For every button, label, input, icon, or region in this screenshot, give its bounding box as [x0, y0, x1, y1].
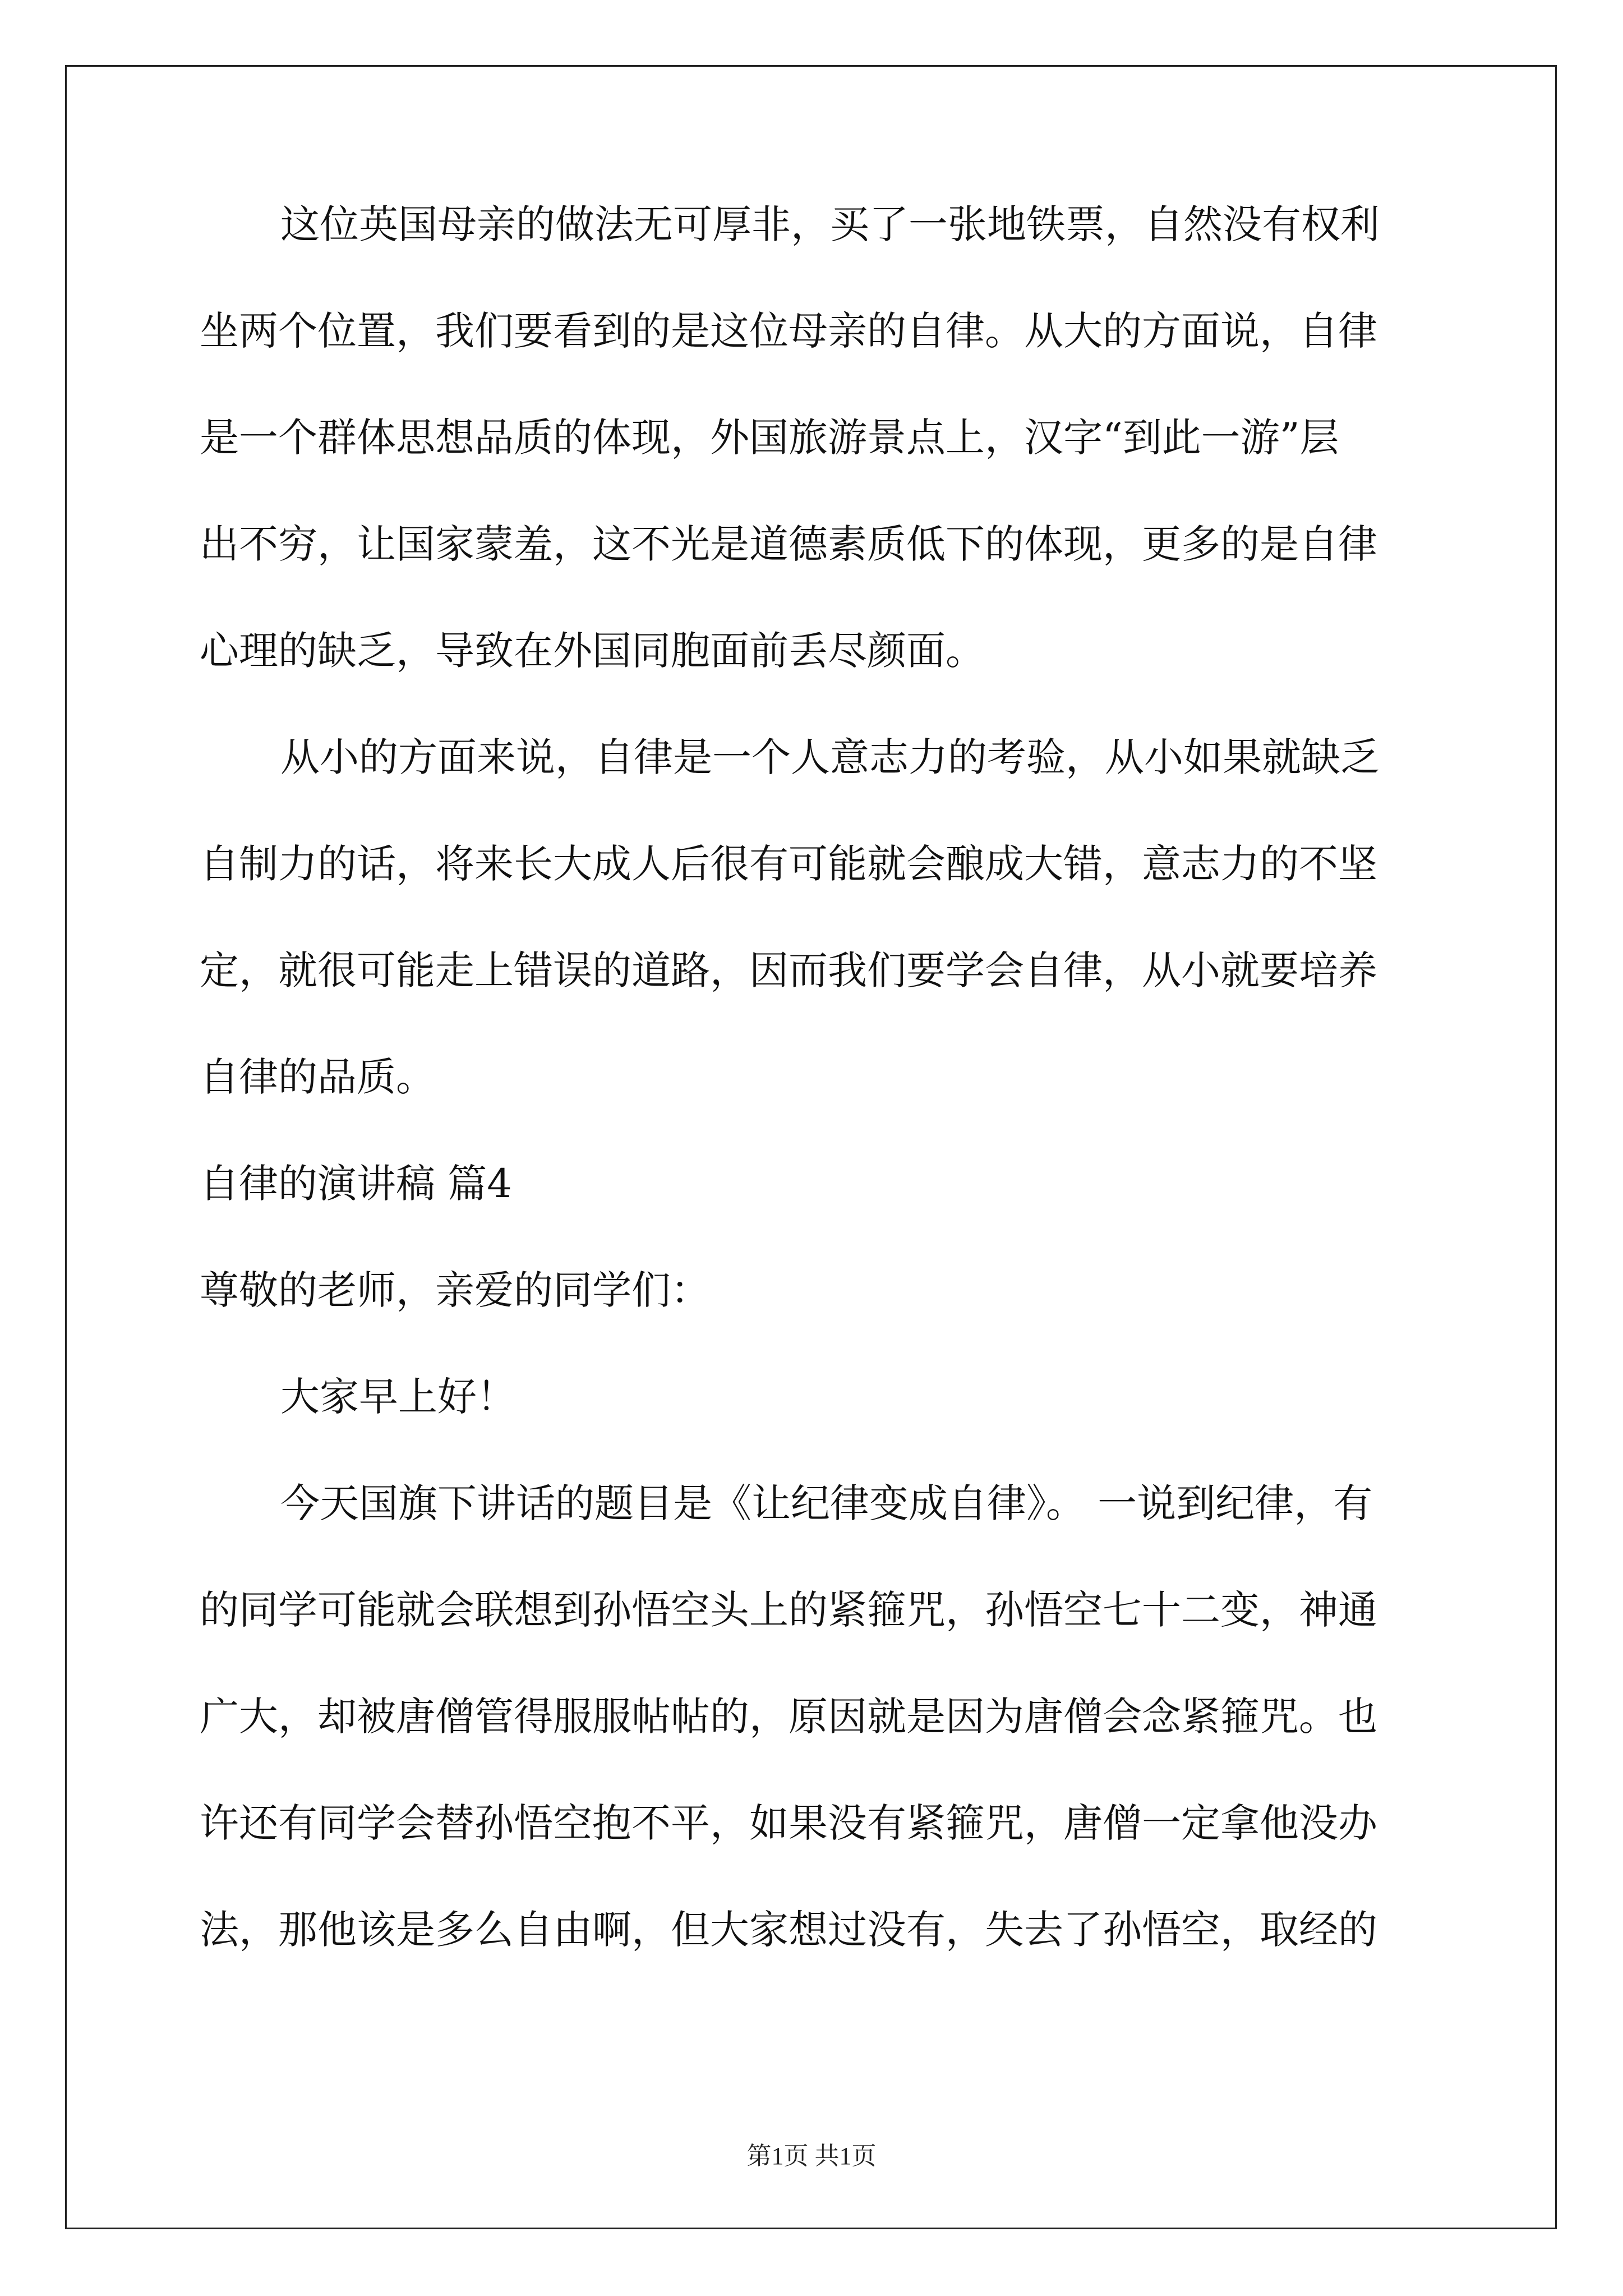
section-heading: 自律的演讲稿 篇4	[200, 1161, 512, 1207]
paragraph-line: 自制力的话，将来长大成人后很有可能就会酿成大错，意志力的不坚	[200, 841, 1377, 887]
paragraph-line: 是一个群体思想品质的体现，外国旅游景点上，汉字“到此一游”层	[200, 415, 1339, 461]
paragraph-line: 广大，却被唐僧管得服服帖帖的，原因就是因为唐僧会念紧箍咒。也	[200, 1694, 1377, 1740]
paragraph-line: 出不穷，让国家蒙羞，这不光是道德素质低下的体现，更多的是自律	[200, 521, 1377, 567]
salutation: 尊敬的老师，亲爱的同学们：	[200, 1267, 710, 1313]
paragraph-line: 自律的品质。	[200, 1054, 435, 1100]
paragraph-line: 从小的方面来说，自律是一个人意志力的考验，从小如果就缺乏	[280, 734, 1380, 780]
paragraph-line: 法，那他该是多么自由啊，但大家想过没有，失去了孙悟空，取经的	[200, 1907, 1377, 1953]
paragraph-line: 今天国旗下讲话的题目是《让纪律变成自律》。 一说到纪律，有	[280, 1480, 1373, 1526]
paragraph-line: 许还有同学会替孙悟空抱不平，如果没有紧箍咒，唐僧一定拿他没办	[200, 1800, 1377, 1846]
paragraph-line: 心理的缺乏，导致在外国同胞面前丢尽颜面。	[200, 628, 985, 674]
page-footer: 第1页 共1页	[746, 2142, 877, 2170]
greeting: 大家早上好！	[280, 1374, 516, 1420]
paragraph-line: 定，就很可能走上错误的道路，因而我们要学会自律，从小就要培养	[200, 947, 1377, 993]
paragraph-line: 这位英国母亲的做法无可厚非，买了一张地铁票，自然没有权利	[280, 201, 1380, 247]
paragraph-line: 的同学可能就会联想到孙悟空头上的紧箍咒，孙悟空七十二变，神通	[200, 1587, 1377, 1633]
paragraph-line: 坐两个位置，我们要看到的是这位母亲的自律。从大的方面说，自律	[200, 308, 1377, 354]
